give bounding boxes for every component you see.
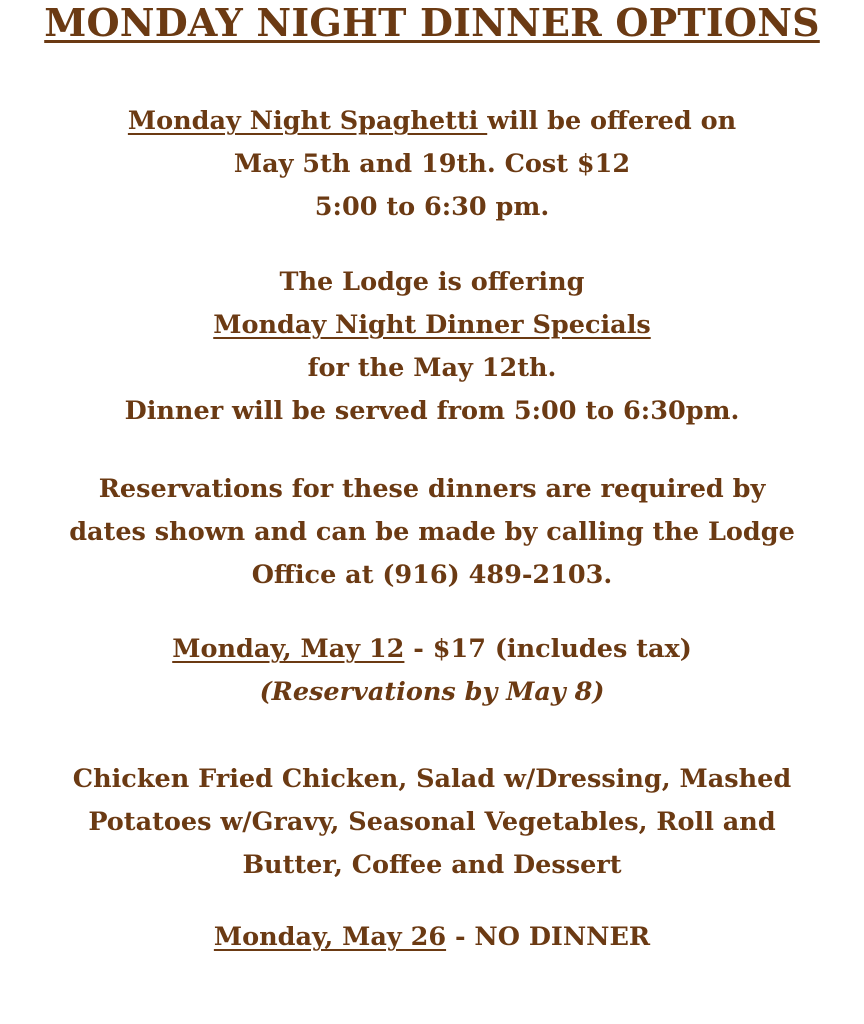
may12-section [0, 628, 864, 714]
may12-date: Monday, May 12 [172, 634, 405, 664]
reservations-line-1: Reservations for these dinners are required by [98, 474, 766, 504]
page-title: MONDAY NIGHT DINNER OPTIONS [44, 0, 820, 45]
menu-line-2: Potatoes w/Gravy, Seasonal Vegetables, Roll and [88, 807, 776, 837]
menu-section [0, 758, 864, 887]
spaghetti-heading: Monday Night Spaghetti [127, 106, 488, 136]
specials-heading: Monday Night Dinner Specials [213, 310, 651, 340]
spaghetti-time: 5:00 to 6:30 pm. [314, 192, 550, 222]
may12-reservation-note: (Reservations by May 8) [259, 677, 605, 707]
reservations-section [0, 468, 864, 597]
spaghetti-dates: May 5th and 19th. Cost $12 [233, 149, 631, 179]
specials-section [0, 261, 864, 433]
reservations-line-2: dates shown and can be made by calling the Lodge [69, 517, 795, 547]
may12-line [0, 628, 864, 671]
may12-price: - $17 (includes tax) [404, 634, 692, 664]
spaghetti-section [0, 100, 864, 229]
menu-line-3: Butter, Coffee and Dessert [242, 850, 622, 880]
reservations-phone: Office at (916) 489-2103. [251, 560, 613, 590]
specials-date: for the May 12th. [307, 353, 557, 383]
specials-intro: The Lodge is offering [279, 267, 585, 297]
may26-section [0, 916, 864, 959]
spaghetti-line-1 [0, 100, 864, 143]
menu-line-1: Chicken Fried Chicken, Salad w/Dressing, Mashed [72, 764, 792, 794]
may26-date: Monday, May 26 [213, 922, 447, 952]
may26-status: - NO DINNER [446, 922, 651, 952]
specials-time: Dinner will be served from 5:00 to 6:30pm. [124, 396, 740, 426]
spaghetti-line-1-text: will be offered on [487, 106, 737, 136]
may26-line [0, 916, 864, 959]
